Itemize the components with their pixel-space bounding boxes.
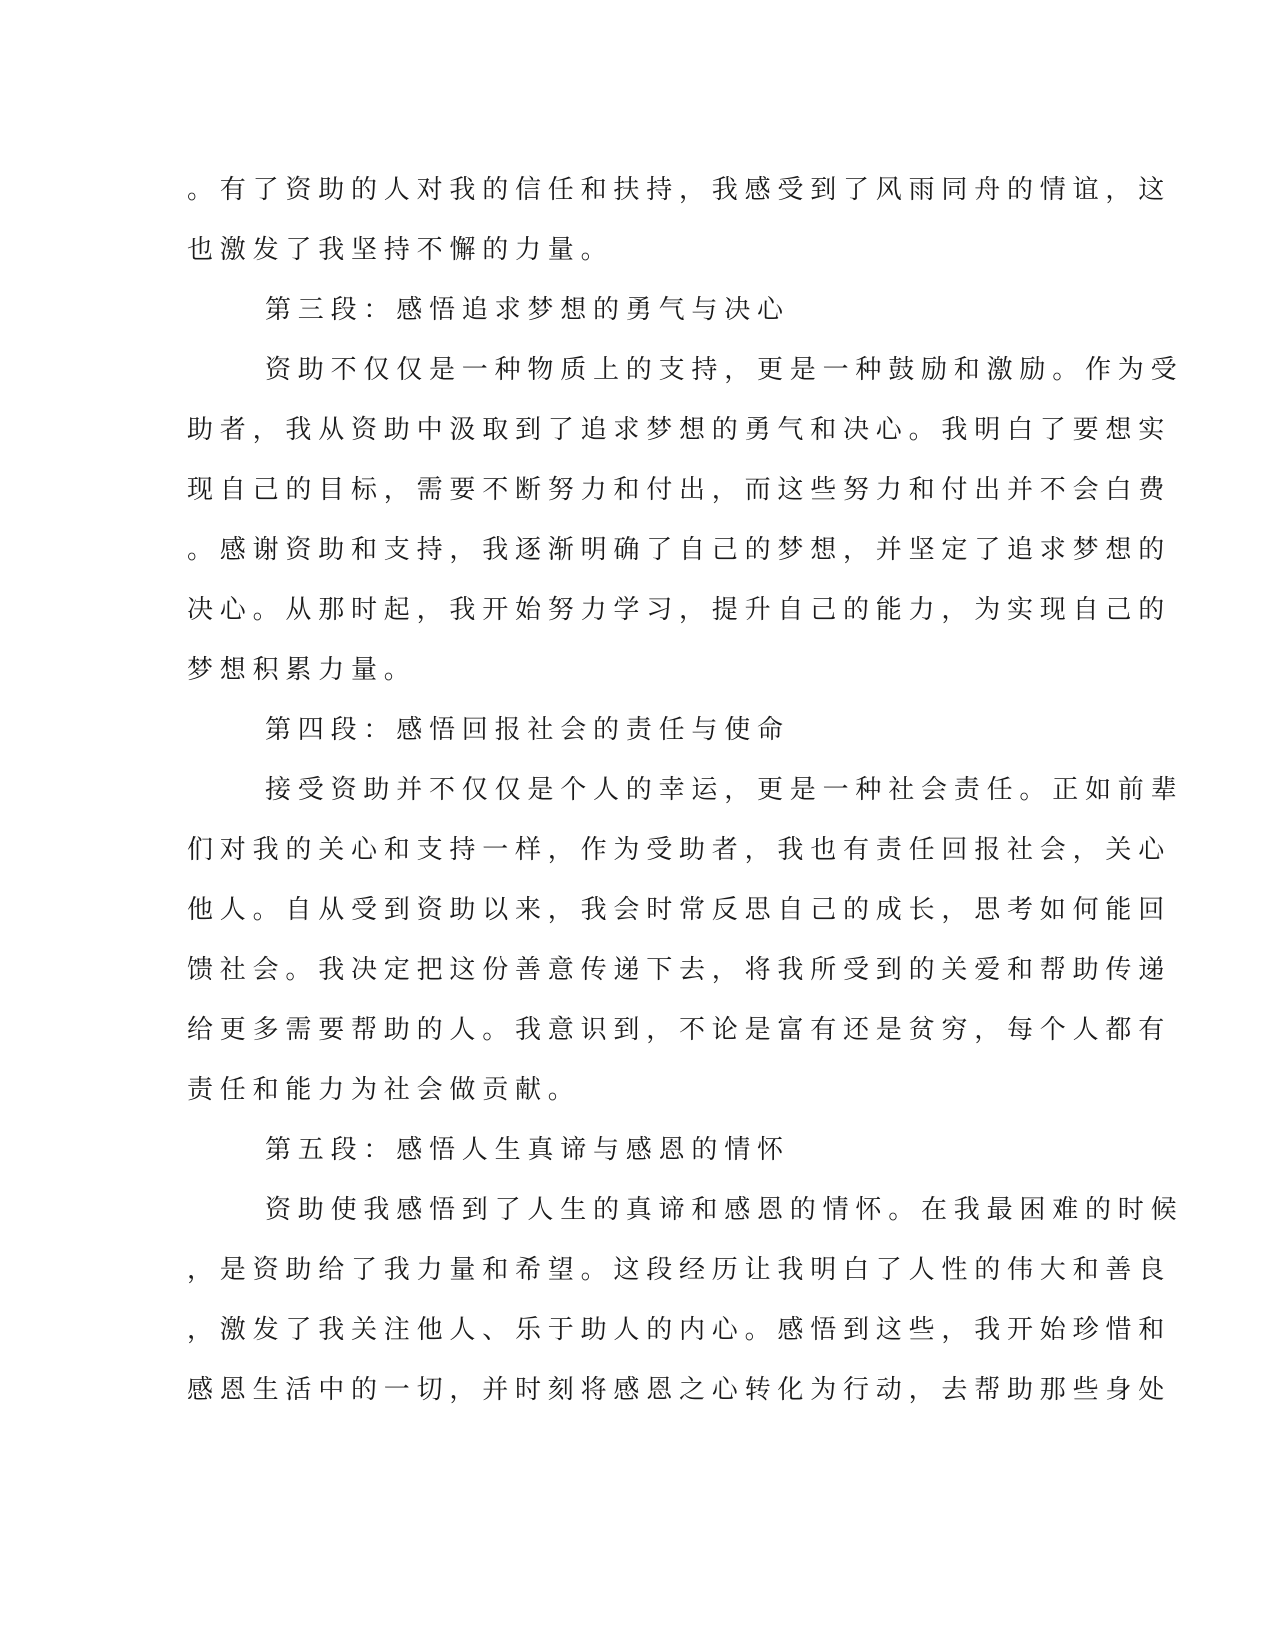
text-line: 他人。自从受到资助以来，我会时常反思自己的成长，思考如何能回: [187, 895, 1172, 925]
text-line: 也激发了我坚持不懈的力量。: [187, 235, 614, 265]
text-line: ，激发了我关注他人、乐于助人的内心。感悟到这些，我开始珍惜和: [187, 1315, 1172, 1345]
section-heading: 第四段：感悟回报社会的责任与使命: [265, 715, 790, 745]
section-heading: 第五段：感悟人生真谛与感恩的情怀: [265, 1135, 790, 1165]
text-line: 。感谢资助和支持，我逐渐明确了自己的梦想，并坚定了追求梦想的: [187, 535, 1172, 565]
text-line: 接受资助并不仅仅是个人的幸运，更是一种社会责任。正如前辈: [265, 775, 1184, 805]
text-line: 梦想积累力量。: [187, 655, 417, 685]
text-line: 资助不仅仅是一种物质上的支持，更是一种鼓励和激励。作为受: [265, 355, 1184, 385]
text-line: 现自己的目标，需要不断努力和付出，而这些努力和付出并不会白费: [187, 475, 1172, 505]
text-line: 们对我的关心和支持一样，作为受助者，我也有责任回报社会，关心: [187, 835, 1172, 865]
text-line: 感恩生活中的一切，并时刻将感恩之心转化为行动，去帮助那些身处: [187, 1375, 1172, 1405]
text-line: ，是资助给了我力量和希望。这段经历让我明白了人性的伟大和善良: [187, 1255, 1172, 1285]
text-line: 。有了资助的人对我的信任和扶持，我感受到了风雨同舟的情谊，这: [187, 175, 1172, 205]
document-body: [187, 160, 1184, 1420]
text-line: 助者，我从资助中汲取到了追求梦想的勇气和决心。我明白了要想实: [187, 415, 1172, 445]
text-line: 决心。从那时起，我开始努力学习，提升自己的能力，为实现自己的: [187, 595, 1172, 625]
text-line: 责任和能力为社会做贡献。: [187, 1075, 581, 1105]
text-line: 资助使我感悟到了人生的真谛和感恩的情怀。在我最困难的时候: [265, 1195, 1184, 1225]
section-heading: 第三段：感悟追求梦想的勇气与决心: [265, 295, 790, 325]
text-line: 馈社会。我决定把这份善意传递下去，将我所受到的关爱和帮助传递: [187, 955, 1172, 985]
text-line: 给更多需要帮助的人。我意识到，不论是富有还是贫穷，每个人都有: [187, 1015, 1172, 1045]
